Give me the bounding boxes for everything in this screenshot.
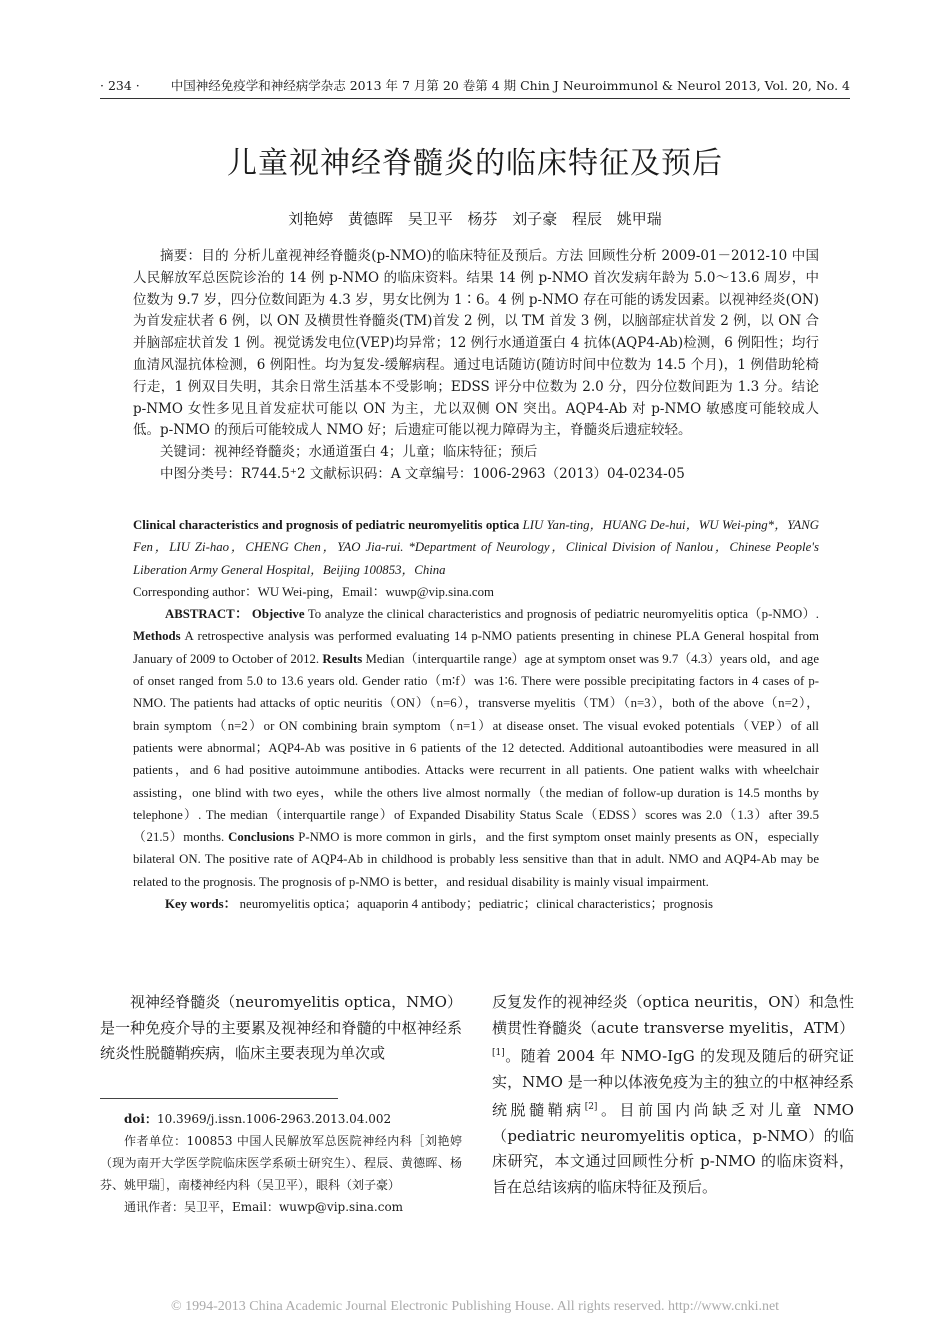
keywords-text: neuromyelitis optica；aquaporin 4 antibody；pediatric；clinical characteristics；prognosis (239, 897, 714, 912)
intro-text-c: 。目前国内尚缺乏对儿童 NMO（pediatric neuromyelitis optica，p-NMO）的临床研究，本文通过回顾性分析 p-NMO 的临床资料，旨在总结该病的临床特征及预后。 (492, 1101, 854, 1196)
abstract-label: ABSTRACT： (165, 607, 249, 622)
running-header (100, 76, 850, 94)
abstract-chinese (133, 246, 819, 486)
footnote-rule (100, 1098, 338, 1099)
body-column-left (100, 990, 462, 1067)
correspondence-note: 通讯作者：吴卫平，Email：wuwp@vip.sina.com (124, 1200, 404, 1214)
english-affiliation: *Department of Neurology，Clinical Division of Nanlou，Chinese People's Liberation Army General Hospital，Beijing 100853，China (133, 540, 819, 577)
english-authors: LIU Yan-ting，HUANG De-hui，WU Wei-ping*，YANG Fen，LIU Zi-hao，CHENG Chen，YAO Jia-rui. (133, 518, 820, 555)
copyright-footer: © 1994-2013 China Academic Journal Electronic Publishing House. All rights reserved. http://www.cnki.net (170, 1299, 780, 1314)
objective-text: To analyze the clinical characteristics and prognosis of pediatric neuromyelitis optica（p-NMO）. (307, 607, 819, 622)
doi-label: doi： (124, 1112, 157, 1126)
english-header (133, 514, 819, 581)
corresponding-author: Corresponding author：WU Wei-ping，Email：wuwp@vip.sina.com (133, 584, 494, 599)
conclusions-text: P-NMO is more common in girls，and the first symptom onset mainly presents as ON，especially bilateral ON. The positive rate of AQP4-Ab in childhood is probably less sensitive than that in adult. NMO and AQP4-Ab may be related to the prognosis. The prognosis of p-NMO is better，and residual disability is mainly visual impairment. (133, 830, 820, 889)
methods-text: A retrospective analysis was performed evaluating 14 p-NMO patients presenting in chinese PLA General hospital from January of 2009 to October of 2012. (133, 629, 819, 666)
intro-paragraph-continued (492, 990, 854, 1200)
abstract-english (133, 514, 819, 915)
authors-chinese: 刘艳婷 黄德晖 吴卫平 杨芬 刘子豪 程辰 姚甲瑞 (288, 210, 662, 228)
conclusions-label: Conclusions (228, 830, 295, 845)
abstract-chinese-text: 摘要：目的 分析儿童视神经脊髓炎(p-NMO)的临床特征及预后。方法 回顾性分析 2009-01－2012-10 中国人民解放军总医院诊治的 14 例 p-NMO 的临床资料。结果 14 例 p-NMO 首次发病年龄为 5.0～13.6 周岁，中位数为 9.7 岁，四分位数间距为 4.3 岁，男女比例为 1∶6。4 例 p-NMO 存在可能的诱发因素。以视神经炎(ON)为首发症状者 6 例，以 ON 及横贯性脊髓炎(TM)首发 2 例，以 TM 首发 3 例，以脑部症状首发 2 例，以 ON 合并脑部症状首发 1 例。视觉诱发电位(VEP)均异常；12 例行水通道蛋白 4 抗体(AQP4-Ab)检测，6 例阳性；均行血清风湿抗体检测，6 例阳性。均为复发-缓解病程。通过电话随访(随访时间中位数为 14.5 个月)，1 例借助轮椅行走，1 例双目失明，其余日常生活基本不受影响；EDSS 评分中位数为 2.0 分，四分位数间距为 1.3 分。结论 p-NMO 女性多见且首发症状可能以 ON 为主，尤以双侧 ON 突出。AQP4-Ab 对 p-NMO 敏感度可能较成人低。p-NMO 的预后可能较成人 NMO 好；后遗症可能以视力障碍为主，脊髓炎后遗症较轻。 (133, 248, 819, 439)
keywords-chinese: 关键词：视神经脊髓炎；水通道蛋白 4；儿童；临床特征；预后 (160, 444, 538, 461)
author-affiliation-note: 作者单位：100853 中国人民解放军总医院神经内科［刘艳婷（现为南开大学医学院临床医学系硕士研究生）、程辰、黄德晖、杨芬、姚甲瑞］，南楼神经内科（吴卫平），眼科（刘子豪） (100, 1134, 462, 1192)
results-text: Median（interquartile range）age at symptom onset was 9.7（4.3）years old，and age of onset ranged from 5.0 to 13.6 years old. Gender ratio（m∶f）was 1∶6. There were possible precipitating factors in 4 cases of p-NMO. The patients had attacks of optic neuritis（ON）（n=6），transverse myelitis（TM）（n=3），both of the above（n=2），brain symptom（n=2）or ON combining brain symptom（n=1）at disease onset. The visual evoked potentials（VEP）of all patients were abnormal；AQP4-Ab was positive in 6 patients of the 12 detected. Additional autoantibodies were measured in all patients，and 6 had positive autoimmune antibodies. Attacks were recurrent in all patients. One patient walks with wheelchair assisting，one blind with two eyes，while the others live almost normally（the median of follow-up duration is 14.5 months by telephone）. The median（interquartile range）of Expanded Disability Status Scale（EDSS）scores was 2.0（1.3）after 39.5（21.5）months. (133, 651, 820, 845)
doi-value: 10.3969/j.issn.1006-2963.2013.04.002 (156, 1112, 392, 1126)
doi-line (100, 1108, 462, 1130)
body-column-right (492, 990, 854, 1200)
results-label: Results (322, 651, 363, 666)
journal-citation: 中国神经免疫学和神经病学杂志 2013 年 7 月第 20 卷第 4 期 Chin J Neuroimmunol & Neurol 2013, Vol. 20, No. 4 (170, 78, 850, 93)
intro-text-b: 。随着 2004 年 NMO-IgG 的发现及随后的研究证实，NMO 是一种以体液免疫为主的独立的中枢神经系统脱髓鞘病 (492, 1047, 854, 1119)
footnotes (100, 1108, 462, 1218)
keywords-label: Key words： (165, 897, 237, 912)
english-keywords (133, 893, 819, 915)
reference-2: [2] (584, 1102, 598, 1112)
reference-1: [1] (492, 1048, 505, 1058)
english-title: Clinical characteristics and prognosis of pediatric neuromyelitis optica (133, 518, 520, 532)
intro-paragraph-start: 视神经脊髓炎（neuromyelitis optica，NMO）是一种免疫介导的主要累及视神经和脊髓的中枢神经系统炎性脱髓鞘疾病，临床主要表现为单次或 (100, 993, 462, 1062)
english-abstract-text (133, 603, 819, 893)
objective-label: Objective (251, 607, 305, 622)
intro-text-a: 反复发作的视神经炎（optica neuritis，ON）和急性横贯性脊髓炎（acute transverse myelitis，ATM） (492, 993, 855, 1037)
classification-line: 中图分类号：R744.5⁺2 文献标识码：A 文章编号：1006-2963（2013）04-0234-05 (160, 465, 685, 482)
page-number: · 234 · (100, 78, 140, 93)
methods-label: Methods (133, 629, 181, 644)
article-title: 儿童视神经脊髓炎的临床特征及预后 (227, 146, 723, 181)
header-rule (100, 98, 850, 99)
